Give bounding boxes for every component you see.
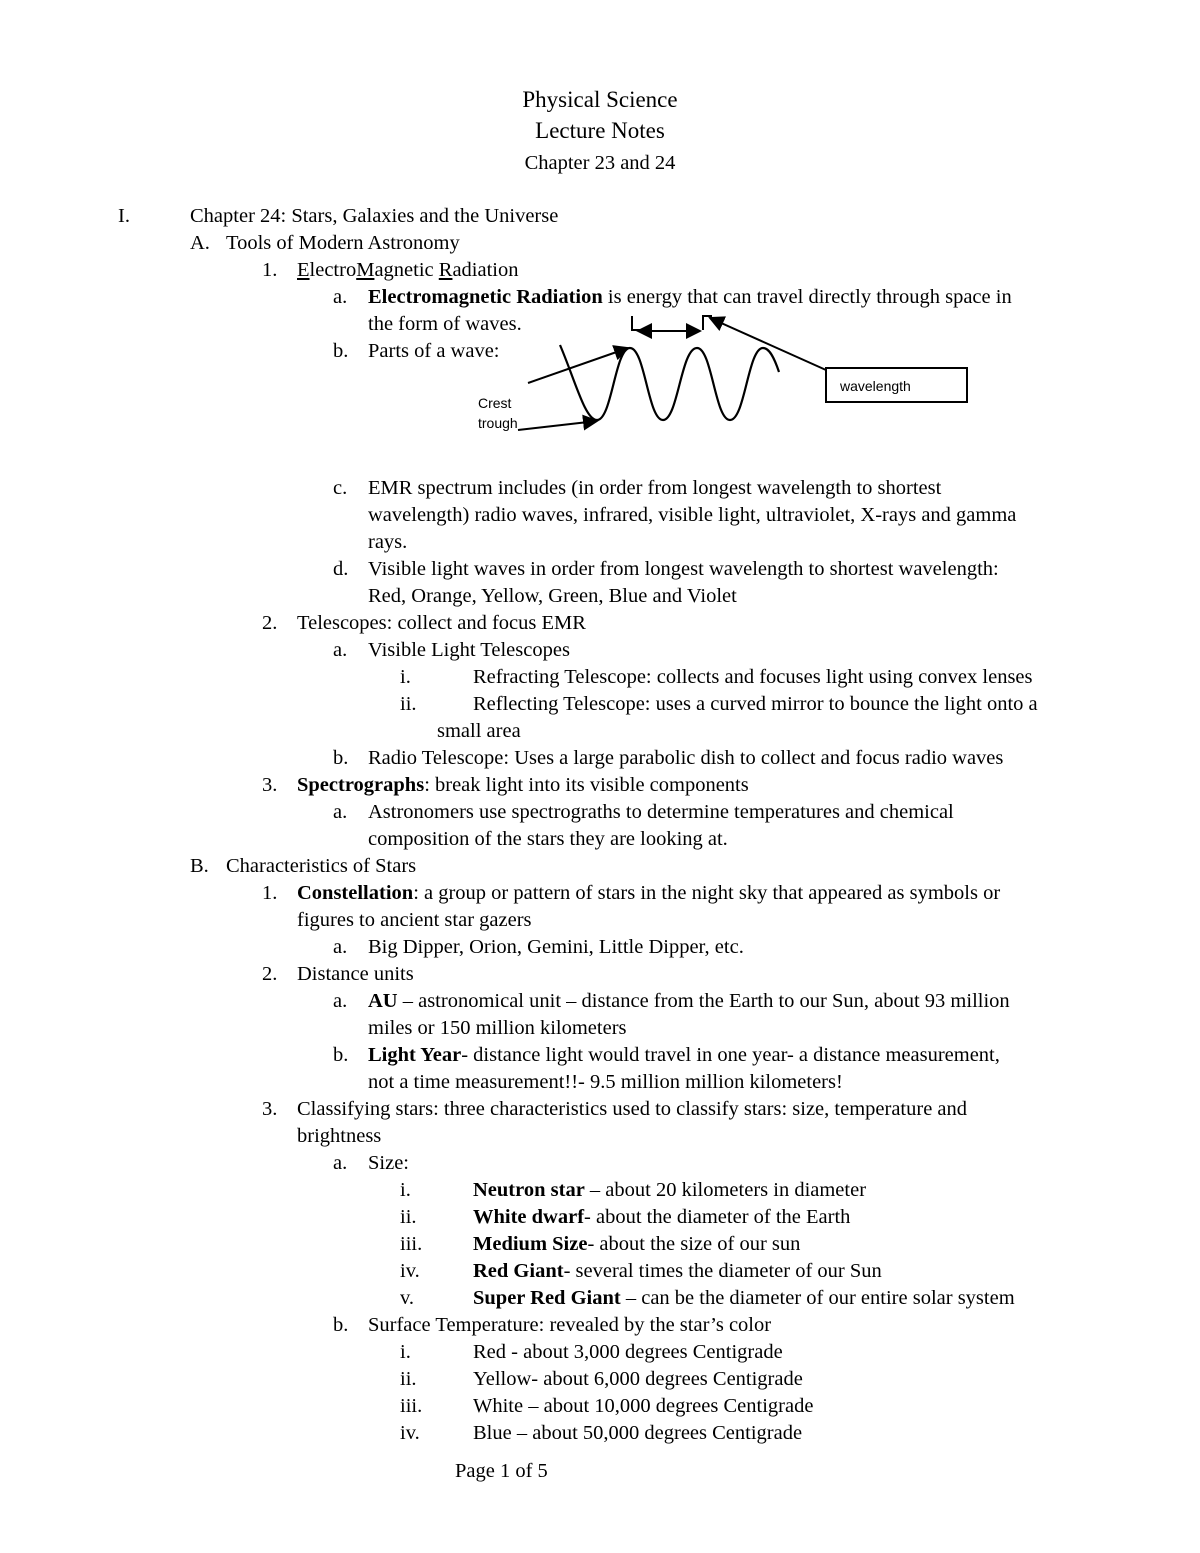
item-marker: a. bbox=[333, 1152, 348, 1174]
emr-spectrum-line3: rays. bbox=[368, 531, 408, 553]
light-year-definition-cont: not a time measurement!!- 9.5 million million kilometers! bbox=[368, 1071, 843, 1093]
visible-light-line2: Red, Orange, Yellow, Green, Blue and Violet bbox=[368, 585, 737, 607]
wave-curve bbox=[560, 345, 779, 420]
au-definition-cont: miles or 150 million kilometers bbox=[368, 1017, 627, 1039]
size-item: Neutron star – about 20 kilometers in diameter bbox=[473, 1179, 867, 1201]
outline-heading-B: Characteristics of Stars bbox=[226, 855, 417, 877]
item-marker: a. bbox=[333, 936, 348, 958]
refracting-telescope: Refracting Telescope: collects and focuses light using convex lenses bbox=[473, 666, 1033, 688]
size-item: Medium Size- about the size of our sun bbox=[473, 1233, 801, 1255]
spectrographs-use-line1: Astronomers use spectrograths to determine temperatures and chemical bbox=[368, 801, 954, 823]
spectrographs-use-line2: composition of the stars they are looking at. bbox=[368, 828, 728, 850]
classifying-stars-line2: brightness bbox=[297, 1125, 382, 1147]
reflecting-telescope-cont: small area bbox=[437, 720, 521, 742]
parts-of-wave: Parts of a wave: bbox=[368, 340, 500, 362]
distance-units: Distance units bbox=[297, 963, 414, 985]
visible-light-telescopes: Visible Light Telescopes bbox=[368, 639, 570, 661]
outline-marker-A: A. bbox=[190, 232, 210, 254]
item-marker: iii. bbox=[400, 1233, 423, 1255]
document-chapter: Chapter 23 and 24 bbox=[524, 152, 676, 174]
item-marker: 1. bbox=[262, 882, 278, 904]
item-marker: b. bbox=[333, 747, 349, 769]
light-year-definition: Light Year- distance light would travel in one year- a distance measurement, bbox=[368, 1044, 1000, 1066]
crest-arrow bbox=[528, 348, 628, 383]
size-item: White dwarf- about the diameter of the Earth bbox=[473, 1206, 851, 1228]
item-marker: i. bbox=[400, 1341, 411, 1363]
wavelength-label: wavelength bbox=[840, 378, 911, 394]
item-marker: iv. bbox=[400, 1422, 420, 1444]
item-marker: b. bbox=[333, 1314, 349, 1336]
page-number: Page 1 of 5 bbox=[455, 1460, 548, 1482]
emr-heading: ElectroMagnetic Radiation bbox=[297, 259, 519, 281]
visible-light-line1: Visible light waves in order from longest wavelength to shortest wavelength: bbox=[368, 558, 999, 580]
document-subtitle: Lecture Notes bbox=[535, 118, 665, 143]
item-marker: 3. bbox=[262, 774, 278, 796]
item-marker: b. bbox=[333, 1044, 349, 1066]
wavelength-pointer bbox=[710, 318, 826, 370]
item-marker: v. bbox=[400, 1287, 415, 1309]
item-marker: iii. bbox=[400, 1395, 423, 1417]
outline-marker-B: B. bbox=[190, 855, 209, 877]
emr-definition-cont: the form of waves. bbox=[368, 313, 522, 335]
item-marker: ii. bbox=[400, 1368, 417, 1390]
radio-telescope: Radio Telescope: Uses a large parabolic dish to collect and focus radio waves bbox=[368, 747, 1004, 769]
constellation-cont: figures to ancient star gazers bbox=[297, 909, 532, 931]
item-marker: ii. bbox=[400, 693, 417, 715]
outline-heading-A: Tools of Modern Astronomy bbox=[226, 232, 460, 254]
temperature-item: Blue – about 50,000 degrees Centigrade bbox=[473, 1422, 803, 1444]
classifying-stars-line1: Classifying stars: three characteristics used to classify stars: size, temperature and bbox=[297, 1098, 968, 1120]
item-marker: b. bbox=[333, 340, 349, 362]
emr-spectrum-line1: EMR spectrum includes (in order from longest wavelength to shortest bbox=[368, 477, 942, 499]
outline-marker-I: I. bbox=[118, 205, 130, 227]
emr-definition: Electromagnetic Radiation is energy that can travel directly through space in bbox=[368, 286, 1012, 308]
item-marker: c. bbox=[333, 477, 348, 499]
wavelength-bracket-left bbox=[632, 316, 640, 330]
item-marker: d. bbox=[333, 558, 349, 580]
surface-temperature-heading: Surface Temperature: revealed by the star’s color bbox=[368, 1314, 772, 1336]
spectrographs: Spectrographs: break light into its visible components bbox=[297, 774, 749, 796]
trough-label: trough bbox=[478, 415, 518, 431]
telescopes-heading: Telescopes: collect and focus EMR bbox=[297, 612, 586, 634]
crest-label: Crest bbox=[478, 395, 512, 411]
outline-heading-I: Chapter 24: Stars, Galaxies and the Universe bbox=[190, 205, 559, 227]
item-marker: a. bbox=[333, 286, 348, 308]
item-marker: 3. bbox=[262, 1098, 278, 1120]
item-marker: i. bbox=[400, 1179, 411, 1201]
item-marker: ii. bbox=[400, 1206, 417, 1228]
constellation: Constellation: a group or pattern of stars in the night sky that appeared as symbols or bbox=[297, 882, 1001, 904]
item-marker: iv. bbox=[400, 1260, 420, 1282]
temperature-item: White – about 10,000 degrees Centigrade bbox=[473, 1395, 814, 1417]
reflecting-telescope: Reflecting Telescope: uses a curved mirror to bounce the light onto a bbox=[473, 693, 1038, 715]
temperature-item: Red - about 3,000 degrees Centigrade bbox=[473, 1341, 783, 1363]
item-marker: 2. bbox=[262, 612, 278, 634]
temperature-item: Yellow- about 6,000 degrees Centigrade bbox=[473, 1368, 803, 1390]
item-marker: a. bbox=[333, 639, 348, 661]
size-item: Super Red Giant – can be the diameter of our entire solar system bbox=[473, 1287, 1015, 1309]
size-heading: Size: bbox=[368, 1152, 409, 1174]
constellation-examples: Big Dipper, Orion, Gemini, Little Dipper, etc. bbox=[368, 936, 744, 958]
size-item: Red Giant- several times the diameter of our Sun bbox=[473, 1260, 882, 1282]
document-title: Physical Science bbox=[522, 87, 678, 112]
item-marker: a. bbox=[333, 990, 348, 1012]
emr-spectrum-line2: wavelength) radio waves, infrared, visible light, ultraviolet, X-rays and gamma bbox=[368, 504, 1017, 526]
trough-arrow bbox=[518, 421, 597, 430]
item-marker: 1. bbox=[262, 259, 278, 281]
item-marker: i. bbox=[400, 666, 411, 688]
item-marker: 2. bbox=[262, 963, 278, 985]
au-definition: AU – astronomical unit – distance from the Earth to our Sun, about 93 million bbox=[368, 990, 1010, 1012]
item-marker: a. bbox=[333, 801, 348, 823]
